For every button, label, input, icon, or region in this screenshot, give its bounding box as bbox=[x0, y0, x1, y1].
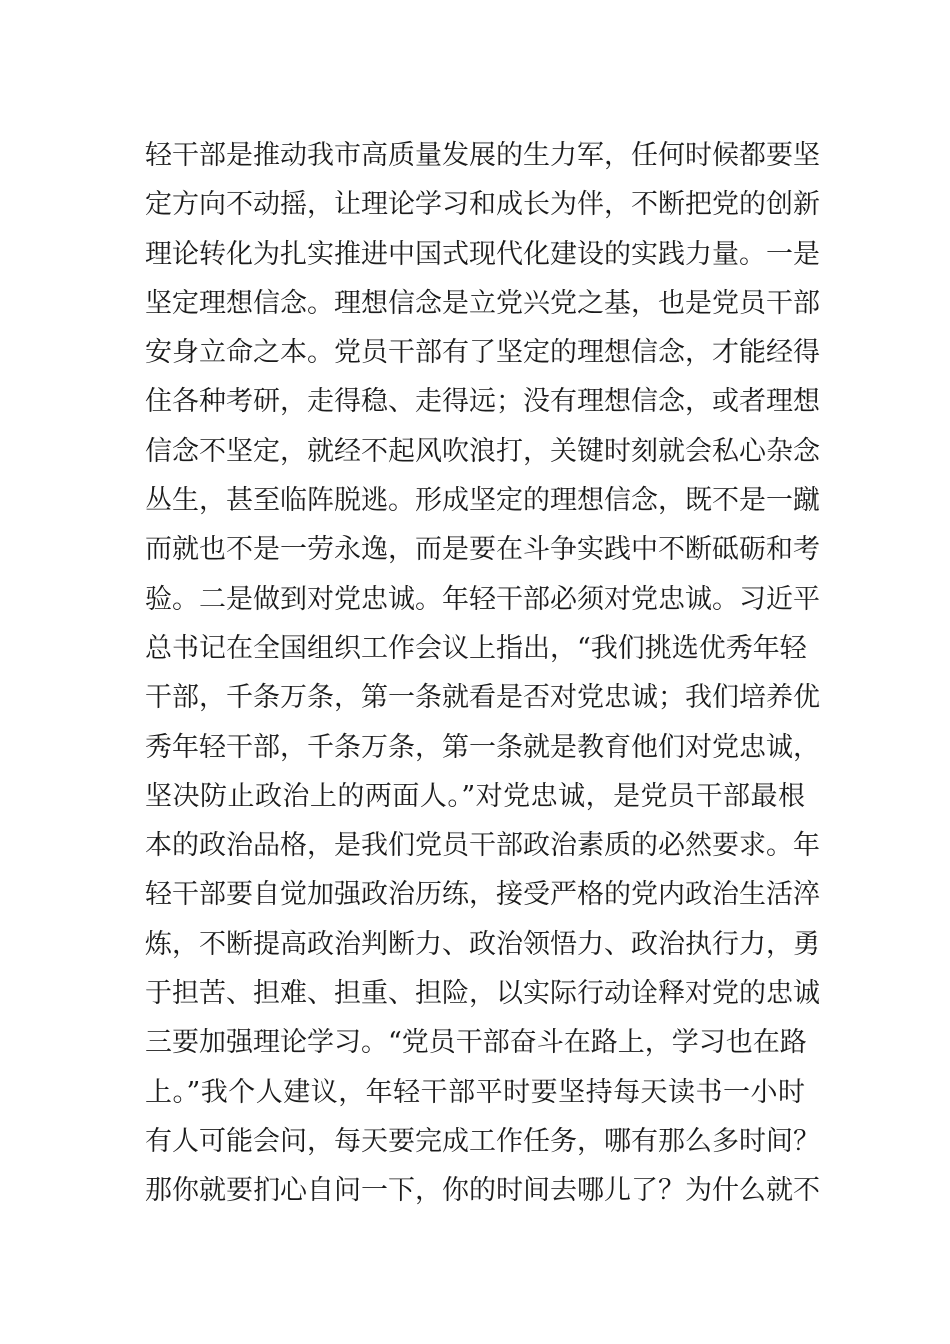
text-line: 定方向不动摇，让理论学习和成长为伴，不断把党的创新 bbox=[145, 189, 820, 221]
text-line: 秀年轻干部，千条万条，第一条就是教育他们对党忠诚， bbox=[145, 731, 820, 763]
text-line: 坚决防止政治上的两面人。”对党忠诚，是党员干部最根 bbox=[145, 780, 805, 812]
text-line: 丛生，甚至临阵脱逃。形成坚定的理想信念，既不是一蹴 bbox=[145, 485, 820, 517]
text-line: 于担苦、担难、担重、担险，以实际行动诠释对党的忠诚 bbox=[145, 978, 820, 1010]
text-line: 本的政治品格，是我们党员干部政治素质的必然要求。年 bbox=[145, 830, 820, 862]
text-line: 干部，千条万条，第一条就看是否对党忠诚；我们培养优 bbox=[145, 682, 820, 714]
text-line: 轻干部是推动我市高质量发展的生力军，任何时候都要坚 bbox=[145, 140, 820, 171]
text-line: 理论转化为扎实推进中国式现代化建设的实践力量。一是 bbox=[145, 238, 820, 270]
text-line: 有人可能会问，每天要完成工作任务，哪有那么多时间？ bbox=[145, 1125, 820, 1157]
text-line: 三要加强理论学习。“党员干部奋斗在路上，学习也在路 bbox=[145, 1027, 807, 1059]
text-line: 信念不坚定，就经不起风吹浪打，关键时刻就会私心杂念 bbox=[145, 435, 820, 467]
text-line: 炼，不断提高政治判断力、政治领悟力、政治执行力，勇 bbox=[145, 928, 820, 960]
text-line: 那你就要扪心自问一下，你的时间去哪儿了？为什么就不 bbox=[145, 1175, 820, 1207]
text-line: 住各种考研，走得稳、走得远；没有理想信念，或者理想 bbox=[145, 386, 820, 418]
text-line: 轻干部要自觉加强政治历练，接受严格的党内政治生活淬 bbox=[145, 879, 820, 911]
text-line: 验。二是做到对党忠诚。年轻干部必须对党忠诚。习近平 bbox=[145, 583, 820, 615]
body-text bbox=[145, 131, 820, 1216]
text-line: 而就也不是一劳永逸，而是要在斗争实践中不断砥砺和考 bbox=[145, 534, 820, 566]
text-line: 坚定理想信念。理想信念是立党兴党之基，也是党员干部 bbox=[145, 287, 820, 319]
text-line: 安身立命之本。党员干部有了坚定的理想信念，才能经得 bbox=[145, 337, 820, 369]
text-line: 总书记在全国组织工作会议上指出，“我们挑选优秀年轻 bbox=[145, 632, 807, 664]
text-line: 上。”我个人建议，年轻干部平时要坚持每天读书一小时 bbox=[145, 1076, 805, 1108]
